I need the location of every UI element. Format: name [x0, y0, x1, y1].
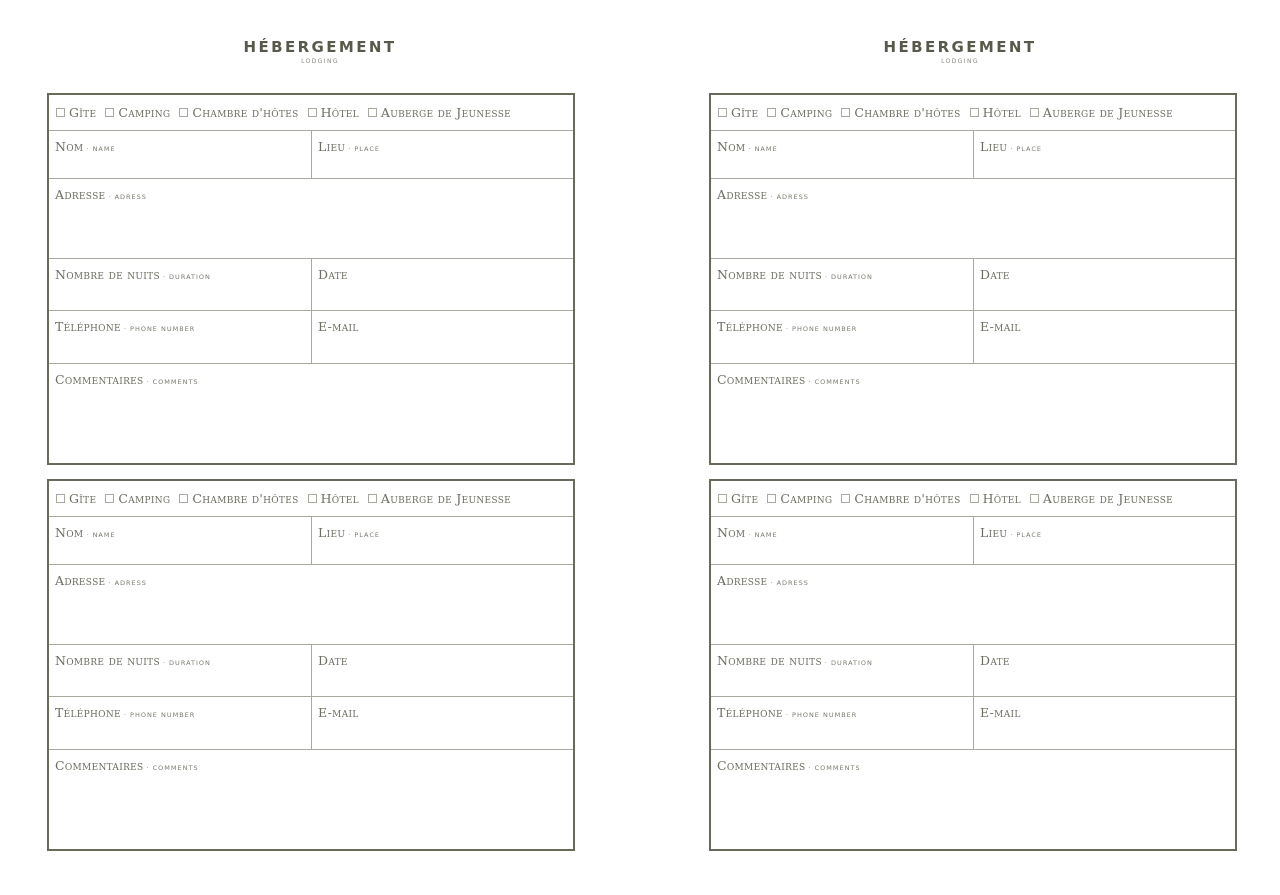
name-sublabel: · NAME — [86, 531, 116, 539]
name-label: Nom — [717, 139, 746, 154]
name-field[interactable] — [49, 517, 311, 564]
comments-label: Commentaires — [717, 372, 806, 387]
address-label: Adresse — [717, 573, 768, 588]
date-field[interactable] — [311, 645, 573, 696]
name-field[interactable] — [711, 517, 973, 564]
date-label: Date — [318, 653, 348, 668]
option-auberge[interactable] — [368, 491, 511, 506]
gite-checkbox[interactable] — [56, 494, 65, 503]
nights-label: Nombre de nuits — [717, 653, 822, 668]
phone-email-row — [711, 697, 1235, 750]
email-label: E-mail — [318, 319, 359, 334]
address-field[interactable] — [711, 179, 1235, 258]
hotel-label: Hôtel — [320, 491, 359, 506]
email-field[interactable] — [973, 311, 1235, 363]
place-sublabel: · PLACE — [1010, 531, 1043, 539]
address-sublabel: · ADRESS — [108, 579, 147, 587]
phone-field[interactable] — [711, 697, 973, 749]
place-label: Lieu — [318, 525, 346, 540]
address-label: Adresse — [717, 187, 768, 202]
page-subtitle: LODGING — [941, 58, 979, 65]
phone-sublabel: · PHONE NUMBER — [785, 711, 858, 719]
nights-date-row — [49, 259, 573, 311]
option-gite[interactable] — [718, 491, 758, 506]
gite-checkbox[interactable] — [718, 108, 727, 117]
hotel-label: Hôtel — [982, 491, 1021, 506]
place-sublabel: · PLACE — [348, 531, 381, 539]
option-chambre-dhotes[interactable] — [841, 105, 960, 120]
gite-label: Gîte — [69, 105, 97, 120]
phone-label: Téléphone — [717, 319, 783, 334]
email-label: E-mail — [980, 705, 1021, 720]
comments-sublabel: · COMMENTS — [146, 378, 199, 386]
name-field[interactable] — [49, 131, 311, 178]
phone-field[interactable] — [49, 311, 311, 363]
date-field[interactable] — [311, 259, 573, 310]
nights-field[interactable] — [49, 645, 311, 696]
comments-row — [49, 750, 573, 850]
phone-label: Téléphone — [717, 705, 783, 720]
camping-label: Camping — [780, 105, 833, 120]
camping-label: Camping — [118, 491, 171, 506]
lodging-card — [709, 479, 1237, 851]
address-field[interactable] — [49, 565, 573, 644]
email-field[interactable] — [973, 697, 1235, 749]
place-label: Lieu — [980, 525, 1008, 540]
phone-sublabel: · PHONE NUMBER — [123, 325, 196, 333]
gite-label: Gîte — [731, 491, 759, 506]
address-sublabel: · ADRESS — [108, 193, 147, 201]
address-label: Adresse — [55, 573, 106, 588]
date-label: Date — [318, 267, 348, 282]
nights-date-row — [711, 645, 1235, 697]
nights-field[interactable] — [49, 259, 311, 310]
auberge-checkbox[interactable] — [1030, 494, 1039, 503]
hotel-checkbox[interactable] — [308, 494, 317, 503]
option-auberge[interactable] — [368, 105, 511, 120]
lodging-card — [47, 93, 575, 465]
option-camping[interactable] — [767, 491, 832, 506]
comments-label: Commentaires — [55, 372, 144, 387]
chambre-dhotes-checkbox[interactable] — [179, 108, 188, 117]
auberge-label: Auberge de Jeunesse — [380, 105, 512, 120]
comments-row — [49, 364, 573, 464]
hotel-checkbox[interactable] — [970, 494, 979, 503]
option-camping[interactable] — [767, 105, 832, 120]
address-field[interactable] — [49, 179, 573, 258]
chambre-dhotes-checkbox[interactable] — [179, 494, 188, 503]
option-hotel[interactable] — [970, 105, 1021, 120]
place-sublabel: · PLACE — [1010, 145, 1043, 153]
hotel-label: Hôtel — [982, 105, 1021, 120]
comments-row — [711, 750, 1235, 850]
option-gite[interactable] — [56, 491, 96, 506]
phone-sublabel: · PHONE NUMBER — [785, 325, 858, 333]
comments-sublabel: · COMMENTS — [808, 378, 861, 386]
page-title: HÉBERGEMENT — [243, 38, 397, 56]
auberge-label: Auberge de Jeunesse — [380, 491, 512, 506]
name-place-row — [49, 517, 573, 565]
address-row — [711, 565, 1235, 645]
camping-checkbox[interactable] — [105, 494, 114, 503]
name-place-row — [711, 131, 1235, 179]
phone-email-row — [49, 311, 573, 364]
chambre-dhotes-label: Chambre d'hôtes — [854, 491, 961, 506]
option-auberge[interactable] — [1030, 491, 1173, 506]
chambre-dhotes-label: Chambre d'hôtes — [192, 105, 299, 120]
option-hotel[interactable] — [308, 491, 359, 506]
nights-field[interactable] — [711, 645, 973, 696]
nights-date-row — [711, 259, 1235, 311]
comments-sublabel: · COMMENTS — [808, 764, 861, 772]
gite-label: Gîte — [69, 491, 97, 506]
chambre-dhotes-label: Chambre d'hôtes — [192, 491, 299, 506]
phone-email-row — [711, 311, 1235, 364]
nights-sublabel: · DURATION — [162, 659, 211, 667]
name-label: Nom — [55, 139, 84, 154]
name-sublabel: · NAME — [748, 145, 778, 153]
address-field[interactable] — [711, 565, 1235, 644]
name-sublabel: · NAME — [748, 531, 778, 539]
date-label: Date — [980, 267, 1010, 282]
place-sublabel: · PLACE — [348, 145, 381, 153]
auberge-checkbox[interactable] — [368, 108, 377, 117]
option-chambre-dhotes[interactable] — [179, 491, 298, 506]
name-label: Nom — [55, 525, 84, 540]
lodging-type-options — [49, 481, 573, 517]
lodging-type-options — [49, 95, 573, 131]
nights-label: Nombre de nuits — [717, 267, 822, 282]
camping-label: Camping — [780, 491, 833, 506]
comments-label: Commentaires — [717, 758, 806, 773]
comments-field[interactable] — [711, 364, 1235, 464]
auberge-checkbox[interactable] — [1030, 108, 1039, 117]
lodging-card — [47, 479, 575, 851]
nights-label: Nombre de nuits — [55, 267, 160, 282]
chambre-dhotes-checkbox[interactable] — [841, 108, 850, 117]
gite-checkbox[interactable] — [718, 494, 727, 503]
option-auberge[interactable] — [1030, 105, 1173, 120]
hotel-label: Hôtel — [320, 105, 359, 120]
camping-checkbox[interactable] — [767, 108, 776, 117]
address-label: Adresse — [55, 187, 106, 202]
comments-row — [711, 364, 1235, 464]
nights-sublabel: · DURATION — [824, 273, 873, 281]
camping-label: Camping — [118, 105, 171, 120]
lodging-card — [709, 93, 1237, 465]
comments-label: Commentaires — [55, 758, 144, 773]
place-field[interactable] — [311, 517, 573, 564]
name-place-row — [711, 517, 1235, 565]
chambre-dhotes-label: Chambre d'hôtes — [854, 105, 961, 120]
nights-field[interactable] — [711, 259, 973, 310]
email-label: E-mail — [318, 705, 359, 720]
gite-checkbox[interactable] — [56, 108, 65, 117]
name-field[interactable] — [711, 131, 973, 178]
date-field[interactable] — [973, 645, 1235, 696]
address-sublabel: · ADRESS — [770, 193, 809, 201]
nights-label: Nombre de nuits — [55, 653, 160, 668]
camping-checkbox[interactable] — [105, 108, 114, 117]
place-field[interactable] — [973, 517, 1235, 564]
nights-sublabel: · DURATION — [824, 659, 873, 667]
page-subtitle: LODGING — [301, 58, 339, 65]
phone-field[interactable] — [711, 311, 973, 363]
phone-email-row — [49, 697, 573, 750]
address-sublabel: · ADRESS — [770, 579, 809, 587]
place-field[interactable] — [973, 131, 1235, 178]
page-title: HÉBERGEMENT — [883, 38, 1037, 56]
email-field[interactable] — [311, 697, 573, 749]
phone-field[interactable] — [49, 697, 311, 749]
option-chambre-dhotes[interactable] — [179, 105, 298, 120]
name-place-row — [49, 131, 573, 179]
email-field[interactable] — [311, 311, 573, 363]
place-label: Lieu — [318, 139, 346, 154]
email-label: E-mail — [980, 319, 1021, 334]
option-gite[interactable] — [56, 105, 96, 120]
hotel-checkbox[interactable] — [970, 108, 979, 117]
right-page — [640, 0, 1280, 895]
comments-sublabel: · COMMENTS — [146, 764, 199, 772]
chambre-dhotes-checkbox[interactable] — [841, 494, 850, 503]
auberge-label: Auberge de Jeunesse — [1042, 491, 1174, 506]
nights-date-row — [49, 645, 573, 697]
name-sublabel: · NAME — [86, 145, 116, 153]
option-hotel[interactable] — [308, 105, 359, 120]
hotel-checkbox[interactable] — [308, 108, 317, 117]
date-label: Date — [980, 653, 1010, 668]
phone-label: Téléphone — [55, 705, 121, 720]
address-row — [49, 179, 573, 259]
comments-field[interactable] — [711, 750, 1235, 850]
auberge-checkbox[interactable] — [368, 494, 377, 503]
option-hotel[interactable] — [970, 491, 1021, 506]
phone-label: Téléphone — [55, 319, 121, 334]
phone-sublabel: · PHONE NUMBER — [123, 711, 196, 719]
option-camping[interactable] — [105, 105, 170, 120]
option-chambre-dhotes[interactable] — [841, 491, 960, 506]
comments-field[interactable] — [49, 364, 573, 464]
date-field[interactable] — [973, 259, 1235, 310]
camping-checkbox[interactable] — [767, 494, 776, 503]
option-camping[interactable] — [105, 491, 170, 506]
lodging-type-options — [711, 481, 1235, 517]
place-field[interactable] — [311, 131, 573, 178]
address-row — [711, 179, 1235, 259]
address-row — [49, 565, 573, 645]
gite-label: Gîte — [731, 105, 759, 120]
name-label: Nom — [717, 525, 746, 540]
nights-sublabel: · DURATION — [162, 273, 211, 281]
option-gite[interactable] — [718, 105, 758, 120]
lodging-type-options — [711, 95, 1235, 131]
place-label: Lieu — [980, 139, 1008, 154]
auberge-label: Auberge de Jeunesse — [1042, 105, 1174, 120]
comments-field[interactable] — [49, 750, 573, 850]
